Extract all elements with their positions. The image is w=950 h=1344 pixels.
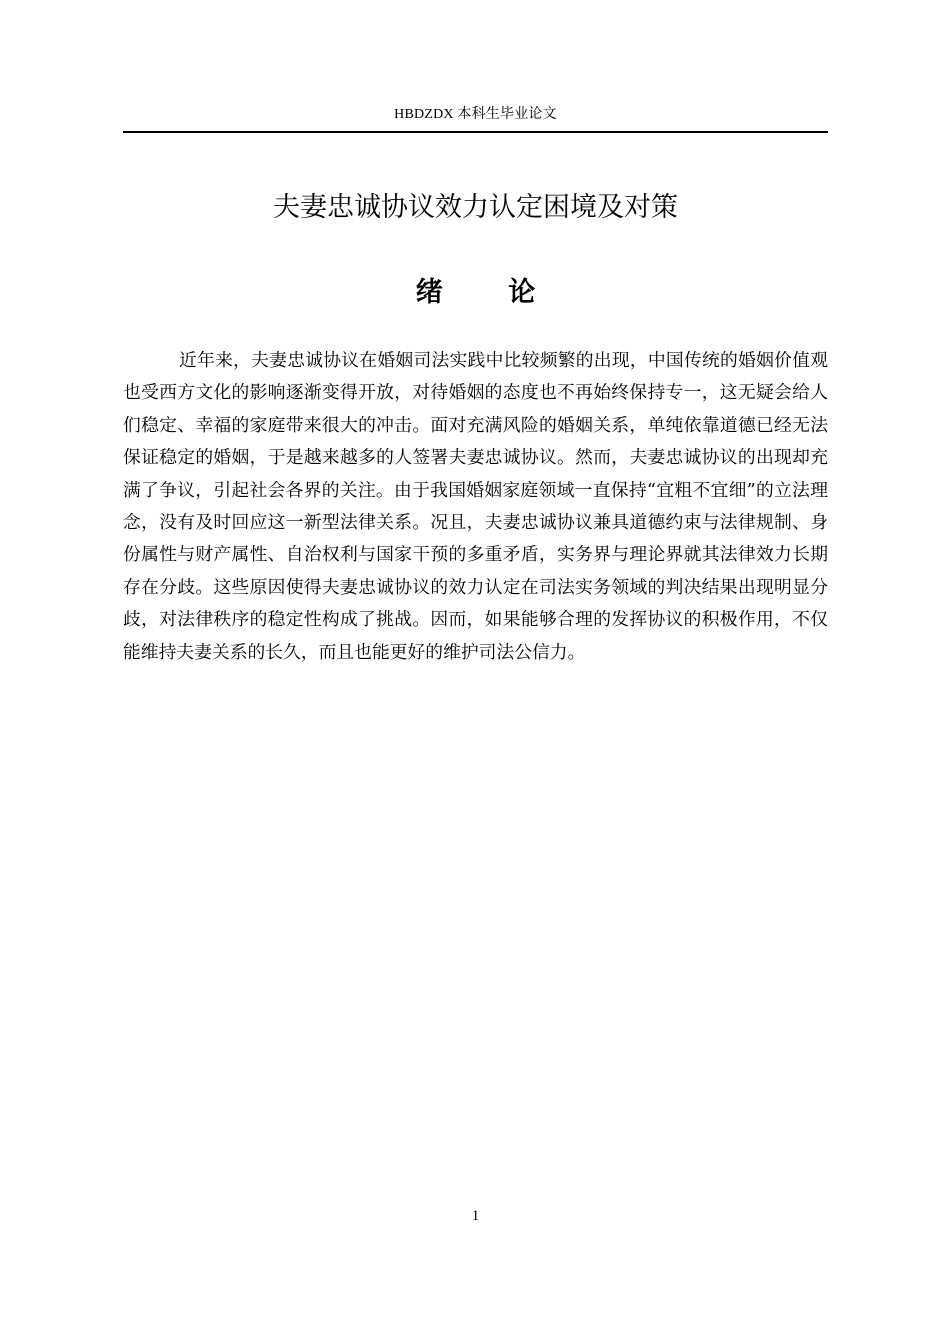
header-rule [123, 131, 828, 133]
document-title: 夫妻忠诚协议效力认定困境及对策 [273, 192, 678, 223]
body-paragraph: 近年来，夫妻忠诚协议在婚姻司法实践中比较频繁的出现，中国传统的婚姻价值观也受西方文化的影响逐渐变得开放，对待婚姻的态度也不再始终保持专一，这无疑会给人们稳定、幸福的家庭带来很大的冲击。面对充满风险的婚姻关系，单纯依靠道德已经无法保证稳定的婚姻，于是越来越多的人签署夫妻忠诚协议。然而，夫妻忠诚协议的出现却充满了争议，引起社会各界的关注。由于我国婚姻家庭领域一直保持“宜粗不宜细”的立法理念，没有及时回应这一新型法律关系。况且，夫妻忠诚协议兼具道德约束与法律规制、身份属性与财产属性、自治权利与国家干预的多重矛盾，实务界与理论界就其法律效力长期存在分歧。这些原因使得夫妻忠诚协议的效力认定在司法实务领域的判决结果出现明显分歧，对法律秩序的稳定性构成了挑战。因而，如果能够合理的发挥协议的积极作用，不仅能维持夫妻关系的长久，而且也能更好的维护司法公信力。 [123, 350, 828, 663]
section-heading: 绪 论 [415, 277, 564, 308]
running-header: HBDZDX 本科生毕业论文 [394, 107, 557, 122]
page-number: 1 [471, 1208, 480, 1224]
